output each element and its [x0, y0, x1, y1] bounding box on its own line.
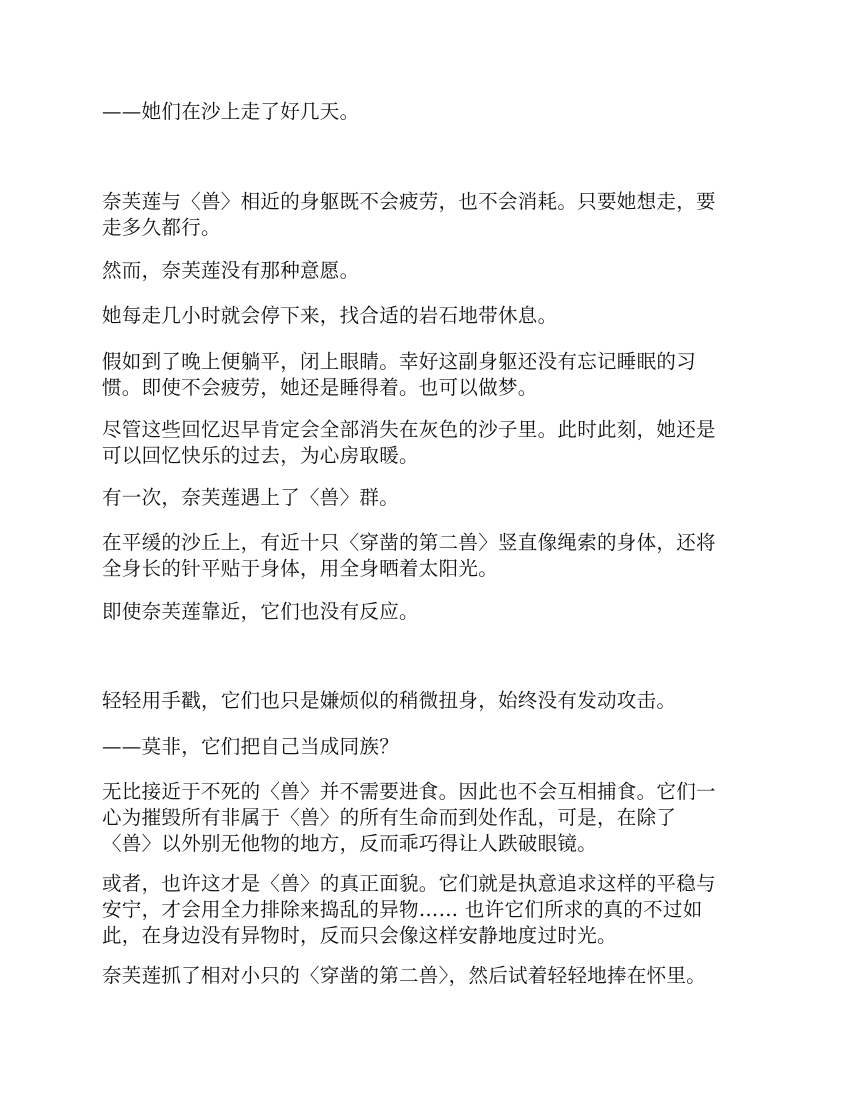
paragraph-3: 然而，奈芙莲没有那种意愿。 [102, 259, 360, 282]
paragraph-13: 或者，也许这才是〈兽〉的真正面貌。它们就是执意追求这样的平稳与 安宁，才会用全力排除来捣乱的异物…… 也许它们所求的真的不过如 此，在身边没有异物时，反而只会像这样安静地度过时光。 [102, 872, 716, 947]
paragraph-12: 无比接近于不死的〈兽〉并不需要进食。因此也不会互相捕食。它们一 心为摧毁所有非属于〈兽〉的所有生命而到处作乱，可是，在除了 〈兽〉以外别无他物的地方，反而乖巧得让人跌破眼镜。 [102, 780, 716, 855]
paragraph-9: 即使奈芙莲靠近，它们也没有反应。 [102, 600, 419, 623]
paragraph-5: 假如到了晚上便躺平，闭上眼睛。幸好这副身躯还没有忘记睡眠的习 惯。即使不会疲劳，她还是睡得着。也可以做梦。 [102, 350, 697, 399]
paragraph-10: 轻轻用手戳，它们也只是嫌烦似的稍微扭身，始终没有发动攻击。 [102, 689, 677, 712]
paragraph-8: 在平缓的沙丘上，有近十只〈穿凿的第二兽〉竖直像绳索的身体，还将 全身长的针平贴于身体，用全身晒着太阳光。 [102, 531, 716, 580]
paragraph-1: ——她们在沙上走了好几天。 [102, 100, 360, 123]
paragraph-4: 她每走几小时就会停下来，找合适的岩石地带休息。 [102, 304, 558, 327]
paragraph-6: 尽管这些回忆迟早肯定会全部消失在灰色的沙子里。此时此刻，她还是 可以回忆快乐的过去，为心房取暖。 [102, 418, 716, 467]
paragraph-14: 奈芙莲抓了相对小只的〈穿凿的第二兽〉，然后试着轻轻地捧在怀里。 [102, 964, 707, 987]
paragraph-7: 有一次，奈芙莲遇上了〈兽〉群。 [102, 486, 400, 509]
paragraph-11: ——莫非，它们把自己当成同族？ [102, 735, 399, 758]
paragraph-2: 奈芙莲与〈兽〉相近的身躯既不会疲劳，也不会消耗。只要她想走，要 走多久都行。 [102, 190, 716, 239]
